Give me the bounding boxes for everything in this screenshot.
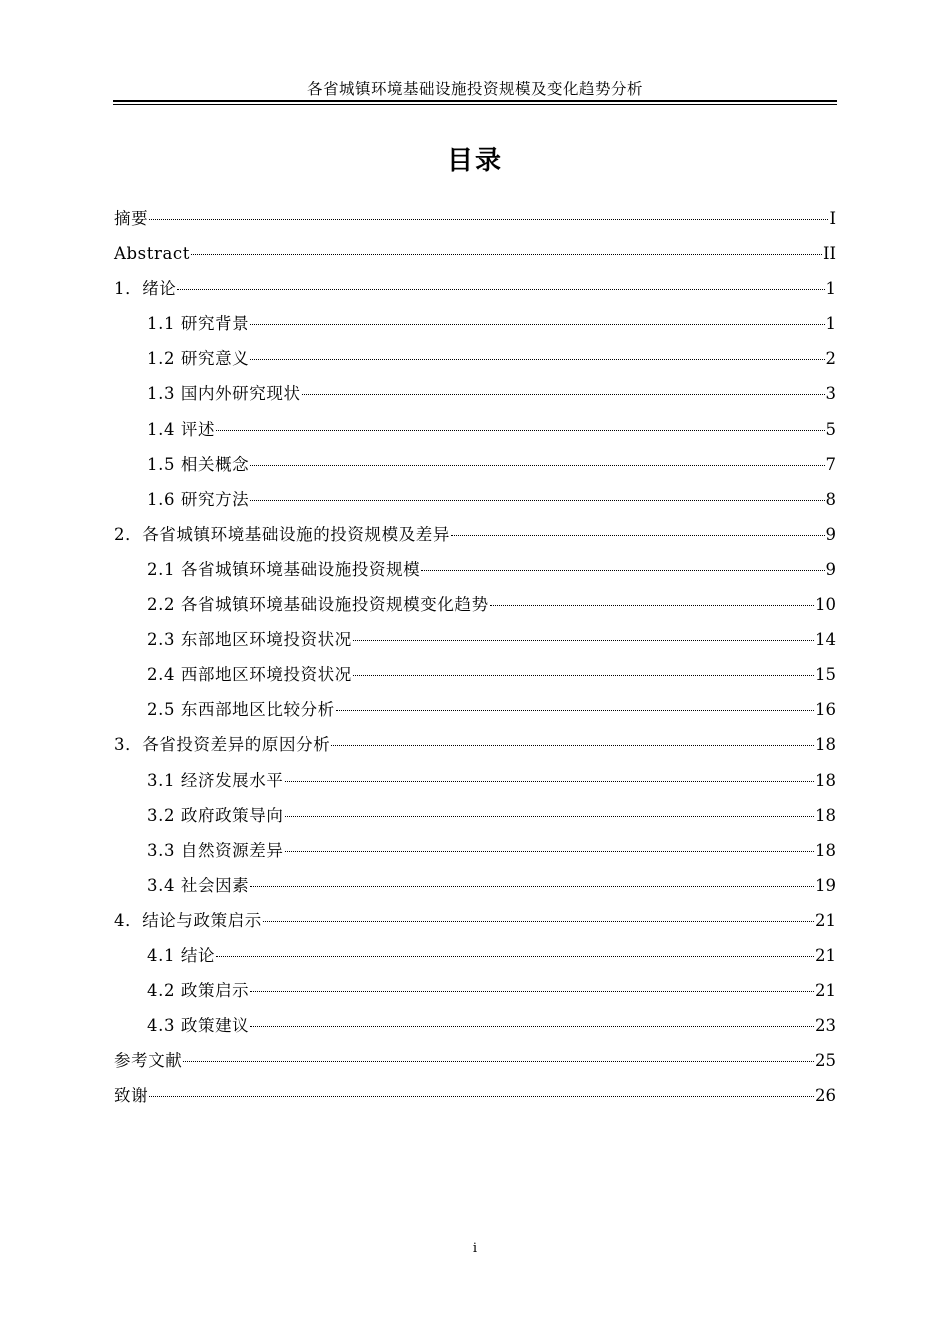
toc-entry-page: 21 [815,981,836,1001]
toc-dot-leader [250,991,814,992]
toc-entry[interactable] [114,587,836,622]
toc-entry-page: 15 [815,665,836,685]
toc-dot-leader [250,465,824,466]
toc-dot-leader [191,254,822,255]
toc-entry[interactable] [114,833,836,868]
toc-dot-leader [331,745,814,746]
header-rule-thin [113,104,837,105]
toc-entry-page: 1 [825,279,836,299]
header-rule-thick [113,100,837,102]
toc-entry[interactable] [114,447,836,482]
toc-entry-label: 4．结论与政策启示 [114,910,262,930]
toc-entry[interactable] [114,1078,836,1113]
toc-dot-leader [490,605,814,606]
toc-entry[interactable] [114,938,836,973]
toc-entry[interactable] [114,482,836,517]
toc-dot-leader [250,500,824,501]
toc-entry-label: 2.1 各省城镇环境基础设施投资规模 [147,559,421,579]
toc-entry[interactable] [114,201,836,236]
toc-entry-label: 2.5 东西部地区比较分析 [147,700,335,720]
toc-entry-label: 3.3 自然资源差异 [147,840,284,860]
toc-entry[interactable] [114,376,836,411]
toc-entry-label: 3.2 政府政策导向 [147,805,284,825]
toc-entry-page: 25 [815,1051,836,1071]
toc-dot-leader [285,851,815,852]
toc-entry-label: 4.3 政策建议 [147,1016,250,1036]
running-header-title: 各省城镇环境基础设施投资规模及变化趋势分析 [306,80,643,98]
toc-entry-page: 2 [825,349,836,369]
toc-dot-leader [353,640,814,641]
toc-entry-page: 18 [815,840,836,860]
table-of-contents [114,201,836,1113]
toc-entry-label: 4.1 结论 [147,945,216,965]
toc-entry-label: 1．绪论 [114,279,177,299]
toc-entry-page: I [829,209,836,228]
page-number: i [472,1241,478,1256]
toc-entry-page: 18 [815,735,836,755]
toc-entry[interactable] [114,552,836,587]
toc-entry-page: 23 [815,1016,836,1036]
toc-dot-leader [421,570,824,571]
toc-dot-leader [336,710,814,711]
toc-entry-page: 18 [815,805,836,825]
toc-entry-page: 5 [825,419,836,439]
toc-dot-leader [451,535,825,536]
toc-entry[interactable] [114,271,836,306]
toc-entry[interactable] [114,517,836,552]
toc-entry-page: 14 [815,630,836,650]
toc-entry-label: 4.2 政策启示 [147,981,250,1001]
toc-entry-page: 18 [815,770,836,790]
toc-entry-page: 10 [815,595,836,615]
toc-title: 目录 [446,146,503,176]
toc-entry-label: 摘要 [114,209,149,228]
toc-entry[interactable] [114,657,836,692]
toc-entry[interactable] [114,1043,836,1078]
toc-entry-label: 3.1 经济发展水平 [147,770,284,790]
toc-entry-page: 21 [815,910,836,930]
toc-dot-leader [177,289,824,290]
toc-dot-leader [149,1096,814,1097]
toc-entry-label: 1.2 研究意义 [147,349,250,369]
toc-entry-label: 1.3 国内外研究现状 [147,384,301,404]
toc-entry-label: 2.3 东部地区环境投资状况 [147,630,352,650]
toc-dot-leader [250,886,814,887]
toc-entry[interactable] [114,798,836,833]
toc-entry-label: 1.1 研究背景 [147,314,250,334]
toc-entry[interactable] [114,903,836,938]
toc-entry-label: 3.4 社会因素 [147,875,250,895]
toc-entry-label: Abstract [114,244,190,264]
toc-entry[interactable] [114,692,836,727]
toc-dot-leader [250,1026,814,1027]
toc-entry-page: 9 [825,524,836,544]
toc-entry-page: 9 [825,559,836,579]
toc-dot-leader [250,359,824,360]
toc-dot-leader [216,956,814,957]
toc-dot-leader [216,430,824,431]
toc-dot-leader [285,781,815,782]
toc-entry[interactable] [114,412,836,447]
toc-entry-label: 1.5 相关概念 [147,454,250,474]
toc-entry-page: 26 [815,1086,836,1106]
toc-entry-page: II [822,244,836,264]
toc-entry[interactable] [114,236,836,271]
toc-entry-label: 参考文献 [114,1051,183,1071]
toc-entry[interactable] [114,868,836,903]
toc-dot-leader [149,219,828,220]
toc-dot-leader [183,1061,814,1062]
toc-dot-leader [250,324,824,325]
toc-entry-label: 致谢 [114,1086,149,1106]
toc-entry[interactable] [114,341,836,376]
toc-entry[interactable] [114,1008,836,1043]
toc-entry-page: 8 [825,489,836,509]
toc-dot-leader [285,816,815,817]
toc-entry-label: 3．各省投资差异的原因分析 [114,735,331,755]
toc-entry-page: 19 [815,875,836,895]
toc-entry-page: 16 [815,700,836,720]
toc-entry-page: 7 [825,454,836,474]
toc-dot-leader [263,921,814,922]
toc-entry-page: 3 [825,384,836,404]
toc-entry-label: 2.4 西部地区环境投资状况 [147,665,352,685]
toc-entry-label: 2.2 各省城镇环境基础设施投资规模变化趋势 [147,595,489,615]
toc-entry-label: 1.6 研究方法 [147,489,250,509]
toc-entry[interactable] [114,973,836,1008]
toc-entry[interactable] [114,763,836,798]
toc-entry[interactable] [114,306,836,341]
toc-entry-page: 21 [815,945,836,965]
toc-dot-leader [353,675,814,676]
toc-entry[interactable] [114,622,836,657]
toc-entry-page: 1 [825,314,836,334]
toc-dot-leader [302,394,825,395]
toc-entry-label: 2．各省城镇环境基础设施的投资规模及差异 [114,524,450,544]
toc-entry[interactable] [114,727,836,762]
toc-entry-label: 1.4 评述 [147,419,216,439]
